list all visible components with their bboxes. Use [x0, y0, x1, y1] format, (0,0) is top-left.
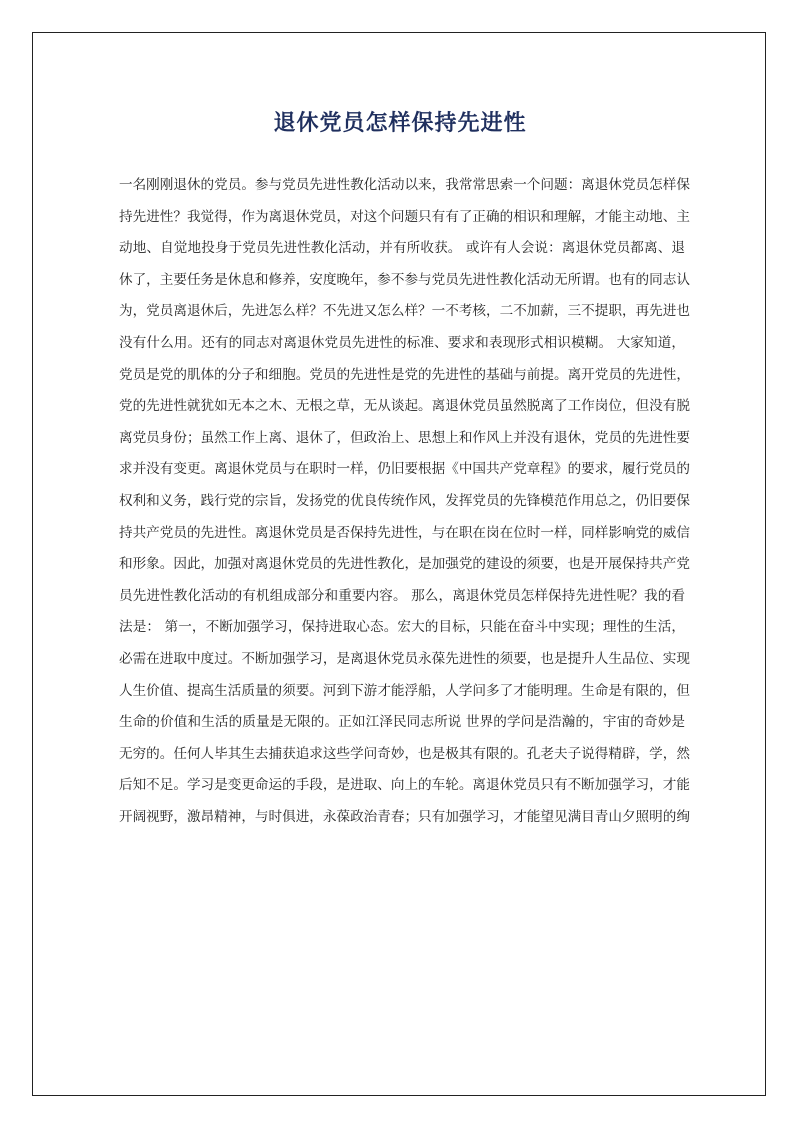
body-line: 人生价值、提高生活质量的须要。河到下游才能浮船，人学问多了才能明理。生命是有限的，但	[119, 682, 690, 699]
body-line: 党的先进性就犹如无本之木、无根之草，无从谈起。离退休党员虽然脱离了工作岗位，但没有脱	[119, 398, 690, 415]
document-title: 退休党员怎样保持先进性	[273, 111, 527, 136]
body-line: 持共产党员的先进性。离退休党员是否保持先进性，与在职在岗在位时一样，同样影响党的威信	[119, 524, 690, 541]
body-line: 离党员身份；虽然工作上离、退休了，但政治上、思想上和作风上并没有退休，党员的先进性要	[119, 429, 690, 446]
body-line: 持先进性？我觉得，作为离退休党员，对这个问题只有有了正确的相识和理解，才能主动地、主	[119, 208, 690, 225]
body-line: 一名刚刚退休的党员。参与党员先进性教化活动以来，我常常思索一个问题：离退休党员怎样保	[119, 177, 690, 193]
body-line: 求并没有变更。离退休党员与在职时一样，仍旧要根据《中国共产党章程》的要求，履行党员的	[119, 461, 690, 478]
body-line: 和形象。因此，加强对离退休党员的先进性教化，是加强党的建设的须要，也是开展保持共产党	[119, 556, 690, 573]
body-line: 党员是党的肌体的分子和细胞。党员的先进性是党的先进性的基础与前提。离开党员的先进性，	[119, 366, 690, 383]
body-line: 休了，主要任务是休息和修养，安度晚年，参不参与党员先进性教化活动无所谓。也有的同志认	[119, 271, 690, 288]
body-line: 生命的价值和生活的质量是无限的。正如江泽民同志所说 世界的学问是浩瀚的，宇宙的奇妙是	[119, 714, 685, 731]
body-line: 动地、自觉地投身于党员先进性教化活动，并有所收获。 或许有人会说：离退休党员都离、退	[119, 240, 685, 257]
body-line: 无穷的。任何人毕其生去捕获追求这些学问奇妙，也是极其有限的。孔老夫子说得精辟，学，然	[119, 745, 690, 762]
body-line: 为，党员离退休后，先进怎么样？不先进又怎么样？一不考核，二不加薪，三不提职，再先进也	[119, 303, 690, 320]
body-line: 必需在进取中度过。不断加强学习，是离退休党员永葆先进性的须要，也是提升人生品位、实现	[119, 650, 690, 667]
body-line: 开阔视野，激昂精神，与时俱进，永葆政治青春；只有加强学习，才能望见满目青山夕照明的绚	[119, 808, 690, 825]
body-line: 法是： 第一，不断加强学习，保持进取心态。宏大的目标，只能在奋斗中实现；理性的生活，	[119, 619, 685, 636]
body-line: 权利和义务，践行党的宗旨，发扬党的优良传统作风，发挥党员的先锋模范作用总之，仍旧要保	[119, 492, 690, 509]
body-line: 员先进性教化活动的有机组成部分和重要内容。 那么，离退休党员怎样保持先进性呢？我的看	[119, 587, 685, 604]
body-line: 没有什么用。还有的同志对离退休党员先进性的标准、要求和表现形式相识模糊。 大家知道，	[119, 334, 685, 351]
document-body	[119, 170, 690, 833]
body-line: 后知不足。学习是变更命运的手段，是进取、向上的车轮。离退休党员只有不断加强学习，才能	[119, 777, 690, 794]
